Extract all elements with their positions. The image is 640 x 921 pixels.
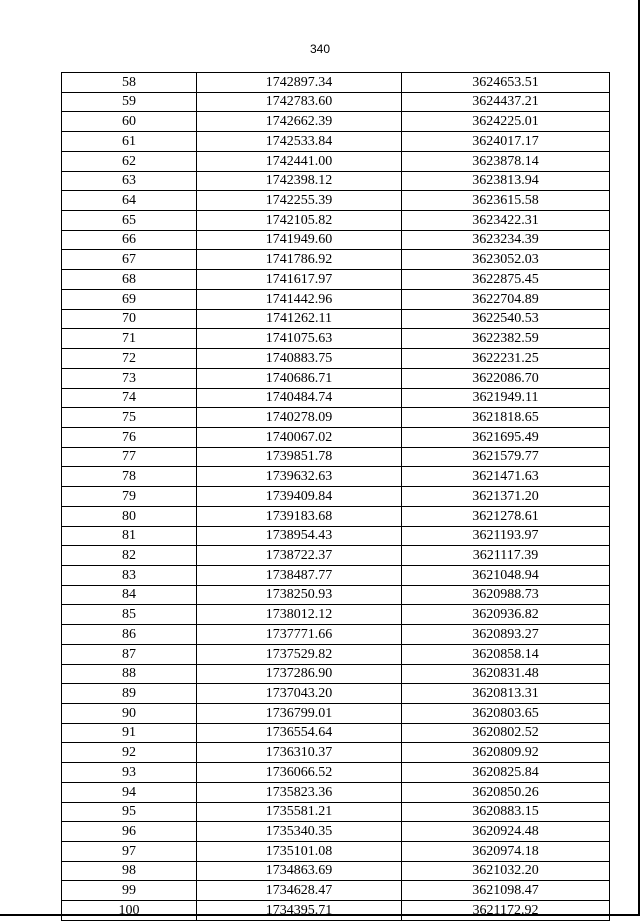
table-row <box>62 526 610 546</box>
x-coordinate-cell: 1736066.52 <box>197 763 402 783</box>
table-row <box>62 270 610 290</box>
y-coordinate-cell: 3621818.65 <box>402 408 610 428</box>
y-coordinate-cell: 3621579.77 <box>402 447 610 467</box>
x-coordinate-cell: 1740278.09 <box>197 408 402 428</box>
x-coordinate-cell: 1737529.82 <box>197 644 402 664</box>
table-row <box>62 408 610 428</box>
x-coordinate-cell: 1741617.97 <box>197 270 402 290</box>
y-coordinate-cell: 3624017.17 <box>402 132 610 152</box>
x-coordinate-cell: 1735823.36 <box>197 782 402 802</box>
x-coordinate-cell: 1738487.77 <box>197 565 402 585</box>
y-coordinate-cell: 3621371.20 <box>402 487 610 507</box>
x-coordinate-cell: 1738722.37 <box>197 546 402 566</box>
x-coordinate-cell: 1742662.39 <box>197 112 402 132</box>
x-coordinate-cell: 1736554.64 <box>197 723 402 743</box>
y-coordinate-cell: 3623813.94 <box>402 171 610 191</box>
y-coordinate-cell: 3620858.14 <box>402 644 610 664</box>
x-coordinate-cell: 1742255.39 <box>197 191 402 211</box>
x-coordinate-cell: 1741442.96 <box>197 289 402 309</box>
point-number-cell: 77 <box>62 447 197 467</box>
x-coordinate-cell: 1734628.47 <box>197 881 402 901</box>
x-coordinate-cell: 1734863.69 <box>197 861 402 881</box>
table-row <box>62 447 610 467</box>
y-coordinate-cell: 3620850.26 <box>402 782 610 802</box>
y-coordinate-cell: 3621949.11 <box>402 388 610 408</box>
y-coordinate-cell: 3621098.47 <box>402 881 610 901</box>
y-coordinate-cell: 3621117.39 <box>402 546 610 566</box>
y-coordinate-cell: 3621471.63 <box>402 467 610 487</box>
table-row <box>62 92 610 112</box>
y-coordinate-cell: 3623422.31 <box>402 211 610 231</box>
point-number-cell: 88 <box>62 664 197 684</box>
table-row <box>62 723 610 743</box>
y-coordinate-cell: 3620936.82 <box>402 605 610 625</box>
table-row <box>62 171 610 191</box>
x-coordinate-cell: 1741786.92 <box>197 250 402 270</box>
y-coordinate-cell: 3620893.27 <box>402 625 610 645</box>
y-coordinate-cell: 3622231.25 <box>402 349 610 369</box>
point-number-cell: 59 <box>62 92 197 112</box>
point-number-cell: 69 <box>62 289 197 309</box>
page-number: 340 <box>309 42 331 56</box>
point-number-cell: 70 <box>62 309 197 329</box>
table-row <box>62 289 610 309</box>
table-row <box>62 861 610 881</box>
point-number-cell: 68 <box>62 270 197 290</box>
table-row <box>62 743 610 763</box>
point-number-cell: 71 <box>62 329 197 349</box>
x-coordinate-cell: 1740067.02 <box>197 427 402 447</box>
table-row <box>62 585 610 605</box>
point-number-cell: 65 <box>62 211 197 231</box>
x-coordinate-cell: 1740883.75 <box>197 349 402 369</box>
table-row <box>62 842 610 862</box>
table-row <box>62 211 610 231</box>
point-number-cell: 84 <box>62 585 197 605</box>
table-row <box>62 704 610 724</box>
x-coordinate-cell: 1737286.90 <box>197 664 402 684</box>
x-coordinate-cell: 1741949.60 <box>197 230 402 250</box>
table-row <box>62 644 610 664</box>
x-coordinate-cell: 1739632.63 <box>197 467 402 487</box>
x-coordinate-cell: 1742441.00 <box>197 151 402 171</box>
table-row <box>62 901 610 921</box>
x-coordinate-cell: 1742897.34 <box>197 73 402 93</box>
y-coordinate-cell: 3622875.45 <box>402 270 610 290</box>
table-row <box>62 329 610 349</box>
x-coordinate-cell: 1737771.66 <box>197 625 402 645</box>
x-coordinate-cell: 1736310.37 <box>197 743 402 763</box>
x-coordinate-cell: 1742783.60 <box>197 92 402 112</box>
y-coordinate-cell: 3620831.48 <box>402 664 610 684</box>
x-coordinate-cell: 1737043.20 <box>197 684 402 704</box>
point-number-cell: 94 <box>62 782 197 802</box>
y-coordinate-cell: 3621048.94 <box>402 565 610 585</box>
point-number-cell: 86 <box>62 625 197 645</box>
x-coordinate-cell: 1742398.12 <box>197 171 402 191</box>
point-number-cell: 73 <box>62 368 197 388</box>
table-row <box>62 881 610 901</box>
y-coordinate-cell: 3620974.18 <box>402 842 610 862</box>
x-coordinate-cell: 1735340.35 <box>197 822 402 842</box>
y-coordinate-cell: 3621032.20 <box>402 861 610 881</box>
y-coordinate-cell: 3622540.53 <box>402 309 610 329</box>
y-coordinate-cell: 3620813.31 <box>402 684 610 704</box>
point-number-cell: 98 <box>62 861 197 881</box>
point-number-cell: 63 <box>62 171 197 191</box>
point-number-cell: 74 <box>62 388 197 408</box>
point-number-cell: 66 <box>62 230 197 250</box>
point-number-cell: 64 <box>62 191 197 211</box>
y-coordinate-cell: 3621278.61 <box>402 506 610 526</box>
y-coordinate-cell: 3622704.89 <box>402 289 610 309</box>
coordinates-table-body <box>62 73 610 921</box>
point-number-cell: 95 <box>62 802 197 822</box>
table-row <box>62 349 610 369</box>
table-row <box>62 506 610 526</box>
point-number-cell: 76 <box>62 427 197 447</box>
x-coordinate-cell: 1735581.21 <box>197 802 402 822</box>
y-coordinate-cell: 3620988.73 <box>402 585 610 605</box>
x-coordinate-cell: 1741075.63 <box>197 329 402 349</box>
table-row <box>62 132 610 152</box>
point-number-cell: 78 <box>62 467 197 487</box>
point-number-cell: 61 <box>62 132 197 152</box>
coordinates-table <box>61 72 610 921</box>
y-coordinate-cell: 3620802.52 <box>402 723 610 743</box>
table-row <box>62 250 610 270</box>
table-row <box>62 565 610 585</box>
x-coordinate-cell: 1739409.84 <box>197 487 402 507</box>
table-row <box>62 782 610 802</box>
y-coordinate-cell: 3624437.21 <box>402 92 610 112</box>
y-coordinate-cell: 3620825.84 <box>402 763 610 783</box>
y-coordinate-cell: 3623878.14 <box>402 151 610 171</box>
point-number-cell: 80 <box>62 506 197 526</box>
table-row <box>62 802 610 822</box>
point-number-cell: 62 <box>62 151 197 171</box>
point-number-cell: 87 <box>62 644 197 664</box>
table-row <box>62 487 610 507</box>
y-coordinate-cell: 3623234.39 <box>402 230 610 250</box>
x-coordinate-cell: 1739183.68 <box>197 506 402 526</box>
table-row <box>62 664 610 684</box>
table-row <box>62 546 610 566</box>
table-row <box>62 605 610 625</box>
x-coordinate-cell: 1738954.43 <box>197 526 402 546</box>
y-coordinate-cell: 3620809.92 <box>402 743 610 763</box>
table-row <box>62 309 610 329</box>
x-coordinate-cell: 1740484.74 <box>197 388 402 408</box>
point-number-cell: 82 <box>62 546 197 566</box>
table-row <box>62 625 610 645</box>
y-coordinate-cell: 3621172.92 <box>402 901 610 921</box>
point-number-cell: 89 <box>62 684 197 704</box>
table-row <box>62 73 610 93</box>
y-coordinate-cell: 3621193.97 <box>402 526 610 546</box>
y-coordinate-cell: 3620803.65 <box>402 704 610 724</box>
y-coordinate-cell: 3622086.70 <box>402 368 610 388</box>
x-coordinate-cell: 1741262.11 <box>197 309 402 329</box>
y-coordinate-cell: 3624225.01 <box>402 112 610 132</box>
x-coordinate-cell: 1734395.71 <box>197 901 402 921</box>
point-number-cell: 91 <box>62 723 197 743</box>
table-row <box>62 388 610 408</box>
table-row <box>62 151 610 171</box>
point-number-cell: 100 <box>62 901 197 921</box>
x-coordinate-cell: 1742105.82 <box>197 211 402 231</box>
table-row <box>62 191 610 211</box>
point-number-cell: 67 <box>62 250 197 270</box>
point-number-cell: 83 <box>62 565 197 585</box>
point-number-cell: 72 <box>62 349 197 369</box>
point-number-cell: 58 <box>62 73 197 93</box>
point-number-cell: 92 <box>62 743 197 763</box>
point-number-cell: 85 <box>62 605 197 625</box>
point-number-cell: 79 <box>62 487 197 507</box>
table-row <box>62 684 610 704</box>
table-row <box>62 427 610 447</box>
x-coordinate-cell: 1736799.01 <box>197 704 402 724</box>
table-row <box>62 763 610 783</box>
point-number-cell: 97 <box>62 842 197 862</box>
y-coordinate-cell: 3624653.51 <box>402 73 610 93</box>
y-coordinate-cell: 3620883.15 <box>402 802 610 822</box>
x-coordinate-cell: 1738012.12 <box>197 605 402 625</box>
y-coordinate-cell: 3623052.03 <box>402 250 610 270</box>
y-coordinate-cell: 3620924.48 <box>402 822 610 842</box>
y-coordinate-cell: 3622382.59 <box>402 329 610 349</box>
point-number-cell: 93 <box>62 763 197 783</box>
point-number-cell: 81 <box>62 526 197 546</box>
table-row <box>62 467 610 487</box>
point-number-cell: 90 <box>62 704 197 724</box>
point-number-cell: 60 <box>62 112 197 132</box>
table-row <box>62 112 610 132</box>
x-coordinate-cell: 1742533.84 <box>197 132 402 152</box>
table-row <box>62 822 610 842</box>
point-number-cell: 75 <box>62 408 197 428</box>
x-coordinate-cell: 1740686.71 <box>197 368 402 388</box>
point-number-cell: 96 <box>62 822 197 842</box>
y-coordinate-cell: 3623615.58 <box>402 191 610 211</box>
x-coordinate-cell: 1739851.78 <box>197 447 402 467</box>
x-coordinate-cell: 1735101.08 <box>197 842 402 862</box>
y-coordinate-cell: 3621695.49 <box>402 427 610 447</box>
x-coordinate-cell: 1738250.93 <box>197 585 402 605</box>
table-row <box>62 368 610 388</box>
point-number-cell: 99 <box>62 881 197 901</box>
table-row <box>62 230 610 250</box>
